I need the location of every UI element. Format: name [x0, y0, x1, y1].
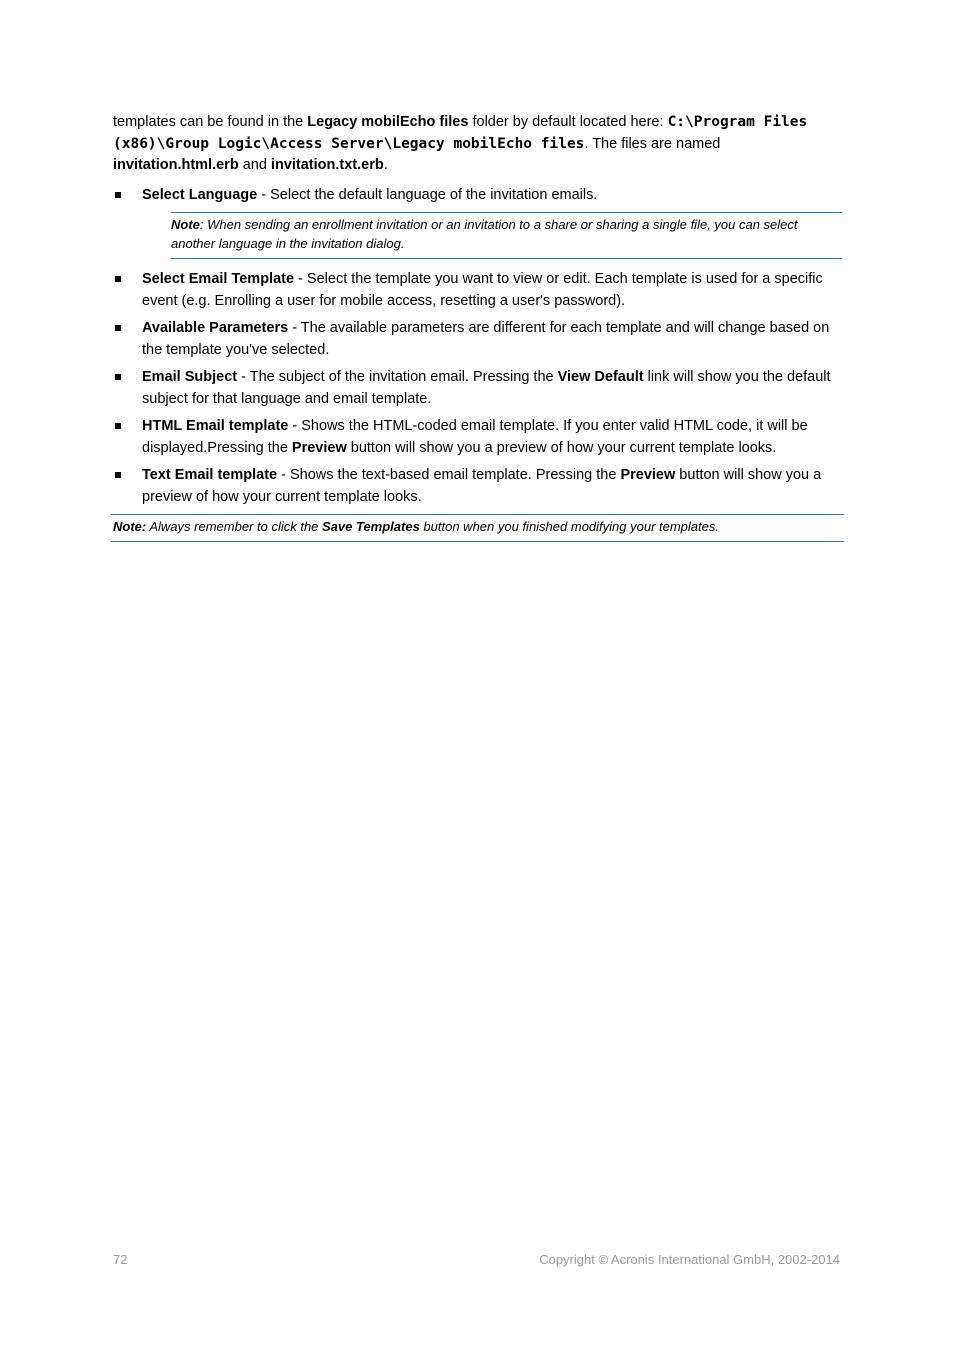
item-text: button will show you a preview of how your current template looks.: [346, 439, 777, 456]
bullet-icon: [115, 192, 121, 198]
list-item-select-language: [113, 185, 842, 207]
file-name-html: invitation.html.erb: [113, 157, 239, 173]
bullet-icon: [115, 325, 121, 331]
note-text: : When sending an enrollment invitation or an invitation to a share or sharing a single file, you can select another language in the invitation dialog.: [171, 217, 798, 251]
intro-text: and: [238, 157, 271, 173]
folder-path: C:\Program Files (x86)\Group Logic\Access Server\Legacy mobilEcho files: [113, 114, 808, 152]
item-text: - Shows the HTML-coded email template. If you enter valid HTML code, it will be displayed.Pressing the: [142, 418, 808, 456]
intro-paragraph: [113, 112, 842, 177]
note-text: button when you finished modifying your templates.: [419, 519, 719, 534]
list-item-text-email-template: [113, 465, 842, 508]
item-text: - The available parameters are different for each template and will change based on the template you've selected.: [142, 320, 830, 358]
note-emphasis: Save Templates: [322, 519, 420, 534]
bullet-icon: [115, 276, 121, 282]
list-item-select-email-template: [113, 269, 842, 312]
document-page: [113, 112, 842, 542]
item-term: Text Email template: [142, 467, 278, 483]
copyright-notice: Copyright © Acronis International GmbH, 2002-2014: [539, 1252, 840, 1267]
item-emphasis: View Default: [557, 369, 644, 385]
item-emphasis: Preview: [291, 439, 347, 456]
item-text: - The subject of the invitation email. Pressing the: [237, 369, 558, 385]
item-text: - Select the default language of the invitation emails.: [257, 186, 598, 203]
intro-text: templates can be found in the: [113, 114, 308, 130]
item-text: - Shows the text-based email template. Pressing the: [277, 467, 621, 483]
item-term: Select Email Template: [142, 271, 295, 287]
note-text: Always remember to click the: [146, 519, 323, 534]
item-text: - Select the template you want to view or edit. Each template is used for a specific event (e.g. Enrolling a user for mobile access, resetting a user's password).: [142, 271, 823, 309]
list-item-available-parameters: [113, 318, 842, 361]
item-term: Email Subject: [142, 369, 238, 385]
item-term: HTML Email template: [142, 418, 289, 434]
bullet-icon: [115, 472, 121, 478]
page-number: 72: [113, 1252, 128, 1267]
bullet-icon: [115, 374, 121, 380]
note-save-templates: [111, 514, 844, 542]
file-name-txt: invitation.txt.erb: [270, 157, 384, 173]
option-list: [113, 269, 842, 508]
list-item-email-subject: [113, 367, 842, 410]
item-emphasis: Preview: [620, 467, 676, 483]
folder-name: Legacy mobilEcho files: [307, 114, 469, 130]
item-text: button will show you a preview of how your current template looks.: [142, 467, 822, 505]
note-label: Note:: [113, 519, 147, 534]
intro-text: . The files are named: [584, 135, 721, 152]
note-language: [171, 212, 842, 259]
intro-text: .: [383, 157, 388, 173]
list-item-html-email-template: [113, 416, 842, 459]
item-term: Available Parameters: [142, 320, 289, 336]
item-text: link will show you the default subject for that language and email template.: [142, 369, 831, 407]
intro-text: folder by default located here:: [468, 114, 668, 130]
bullet-icon: [115, 423, 121, 429]
option-list: [113, 185, 842, 207]
note-label: Note: [171, 217, 200, 232]
item-term: Select Language: [142, 186, 258, 203]
